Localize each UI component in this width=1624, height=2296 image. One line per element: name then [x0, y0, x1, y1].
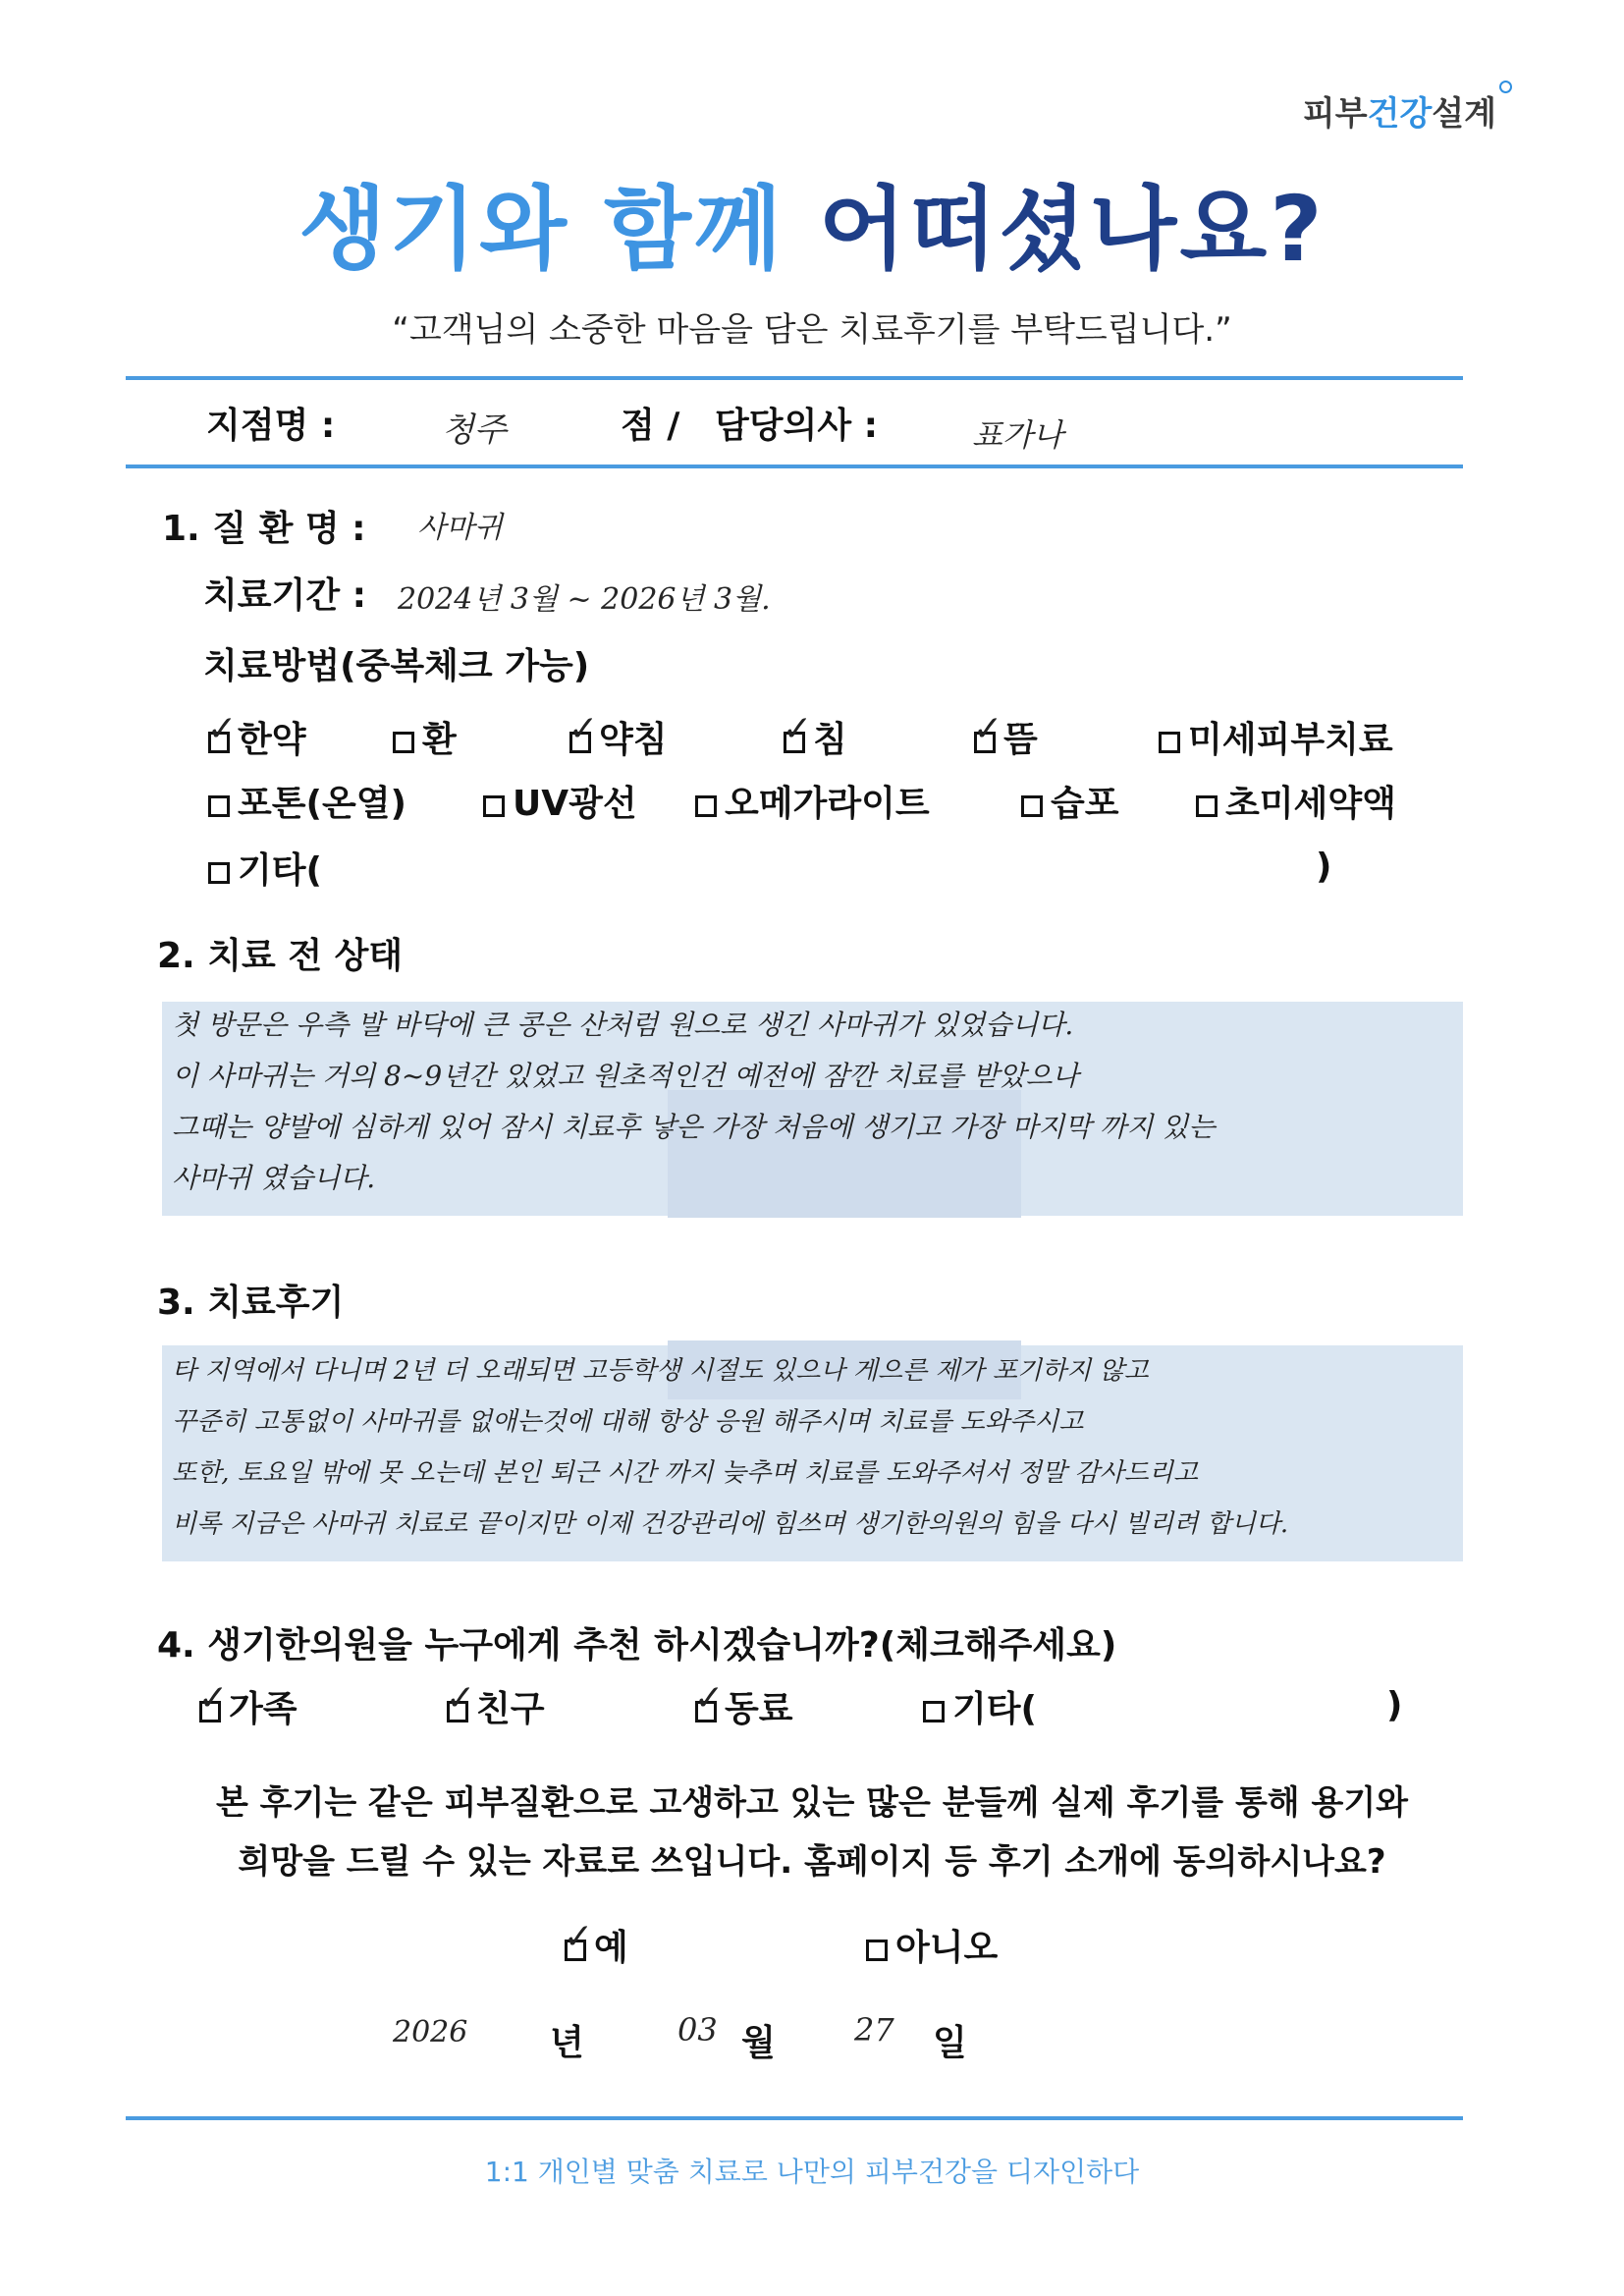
checkbox-icon[interactable]: [208, 795, 230, 817]
consent-line-2: 희망을 드릴 수 있는 자료로 쓰입니다. 홈페이지 등 후기 소개에 동의하시나요?: [238, 1842, 1386, 1882]
checkbox-icon[interactable]: [1021, 795, 1043, 817]
consent-line-1: 본 후기는 같은 피부질환으로 고생하고 있는 많은 분들께 실제 후기를 통해 용기와: [215, 1783, 1409, 1823]
method-label: 습포: [1051, 784, 1119, 824]
checkbox-checked-icon[interactable]: [199, 1701, 221, 1722]
recommend-other-close: ): [1386, 1685, 1403, 1725]
method-label: 약침: [599, 720, 668, 760]
brand-logo: [1303, 86, 1496, 135]
method-omegalight[interactable]: [695, 776, 930, 826]
doctor-value[interactable]: 표가나: [972, 416, 1063, 454]
method-hwan[interactable]: [393, 712, 457, 762]
date-month-label: 월: [741, 2023, 776, 2063]
footer-rule: [126, 2116, 1463, 2120]
methods-label: 치료방법(중복체크 가능): [203, 646, 590, 686]
date-day-value[interactable]: 27: [854, 2011, 894, 2049]
date-day-label: 일: [933, 2023, 967, 2063]
recommend-colleague[interactable]: [695, 1681, 793, 1731]
checkbox-icon[interactable]: [1196, 795, 1218, 817]
brand-part-2: 건강: [1367, 94, 1433, 134]
recommend-family[interactable]: [199, 1681, 298, 1731]
header-top-rule: [126, 376, 1463, 380]
method-uv[interactable]: [483, 776, 637, 826]
recommend-label: 동료: [725, 1689, 793, 1729]
brand-part-1: 피부: [1302, 94, 1368, 134]
recommend-label: 기타(: [952, 1689, 1038, 1729]
title-part-1: 생기와 함께: [298, 177, 819, 282]
method-label: 오메가라이트: [725, 784, 930, 824]
method-hanyak[interactable]: [208, 712, 306, 762]
answer-line: 첫 방문은 우측 발 바닥에 큰 콩은 산처럼 원으로 생긴 사마귀가 있었습니다.: [172, 1009, 1074, 1041]
checkbox-checked-icon[interactable]: [565, 1940, 586, 1961]
checkbox-icon[interactable]: [695, 795, 717, 817]
checkbox-checked-icon[interactable]: [569, 732, 591, 753]
section2-answer[interactable]: [172, 1000, 1215, 1204]
checkbox-checked-icon[interactable]: [784, 732, 805, 753]
method-microliquid[interactable]: [1196, 776, 1396, 826]
brand-dot-icon: [1499, 81, 1512, 93]
section3-answer[interactable]: [172, 1345, 1288, 1550]
checkbox-icon[interactable]: [1159, 732, 1180, 753]
section3-heading: 3. 치료후기: [157, 1283, 345, 1323]
consent-no-label: 아니오: [895, 1928, 999, 1968]
method-label: 침: [813, 720, 847, 760]
title-part-2: 어떠셨나요?: [818, 177, 1326, 282]
method-chim[interactable]: [784, 712, 847, 762]
doctor-label: 담당의사 :: [715, 406, 879, 446]
answer-line: 이 사마귀는 거의 8~9년간 있었고 원초적인건 예전에 잠깐 치료를 받았으나: [172, 1060, 1079, 1092]
checkbox-checked-icon[interactable]: [447, 1701, 468, 1722]
brand-part-3: 설계: [1432, 94, 1496, 134]
consent-yes[interactable]: [565, 1920, 628, 1970]
method-seuppo[interactable]: [1021, 776, 1119, 826]
method-label: 미세피부치료: [1188, 720, 1393, 760]
method-label: 환: [422, 720, 457, 760]
method-label: 초미세약액: [1225, 784, 1396, 824]
section2-heading: 2. 치료 전 상태: [157, 936, 404, 976]
branch-label: 지점명 :: [206, 406, 336, 446]
date-month-value[interactable]: 03: [677, 2011, 718, 2049]
checkbox-icon[interactable]: [393, 732, 414, 753]
method-photon[interactable]: [208, 776, 406, 826]
method-label: UV광선: [513, 784, 637, 824]
consent-no[interactable]: [866, 1920, 998, 1970]
footer-slogan: 1:1 개인별 맞춤 치료로 나만의 피부건강을 디자인하다: [484, 2156, 1140, 2188]
page-title: [0, 157, 1624, 287]
method-other[interactable]: [208, 843, 322, 893]
checkbox-checked-icon[interactable]: [695, 1701, 717, 1722]
recommend-other[interactable]: [923, 1681, 1037, 1731]
checkbox-checked-icon[interactable]: [208, 732, 230, 753]
recommend-friend[interactable]: [447, 1681, 545, 1731]
method-label: 한약: [238, 720, 306, 760]
date-year-value[interactable]: 2026: [393, 2015, 468, 2050]
checkbox-icon[interactable]: [866, 1940, 888, 1961]
header-bottom-rule: [126, 465, 1463, 468]
branch-suffix: 점 /: [621, 406, 680, 446]
date-year-label: 년: [550, 2023, 584, 2063]
section4-heading: 4. 생기한의원을 누구에게 추천 하시겠습니까?(체크해주세요): [157, 1625, 1117, 1666]
page-subtitle: “고객님의 소중한 마음을 담은 치료후기를 부탁드립니다.”: [392, 310, 1232, 350]
recommend-label: 가족: [229, 1689, 298, 1729]
checkbox-checked-icon[interactable]: [974, 732, 996, 753]
answer-line: 또한, 토요일 밖에 못 오는데 본인 퇴근 시간 까지 늦추며 치료를 도와주셔서 정말 감사드리고: [172, 1458, 1198, 1488]
answer-line: 꾸준히 고통없이 사마귀를 없애는것에 대해 항상 응원 해주시며 치료를 도와주시고: [172, 1407, 1084, 1437]
method-label: 기타(: [238, 850, 323, 891]
method-yakchim[interactable]: [569, 712, 668, 762]
answer-line: 사마귀 였습니다.: [172, 1162, 376, 1194]
period-value[interactable]: 2024년 3월 ~ 2026년 3월.: [398, 582, 771, 617]
consent-yes-label: 예: [594, 1928, 628, 1968]
checkbox-icon[interactable]: [208, 862, 230, 884]
answer-line: 그때는 양발에 심하게 있어 잠시 치료후 낳은 가장 처음에 생기고 가장 마지막 까지 있는: [172, 1111, 1216, 1143]
method-label: 포톤(온열): [238, 784, 407, 824]
recommend-label: 친구: [476, 1689, 545, 1729]
answer-line: 비록 지금은 사마귀 치료로 끝이지만 이제 건강관리에 힘쓰며 생기한의원의 힘을 다시 빌리려 합니다.: [172, 1509, 1289, 1539]
branch-value[interactable]: 청주: [442, 410, 507, 450]
method-label: 뜸: [1003, 720, 1038, 760]
answer-line: 타 지역에서 다니며 2년 더 오래되면 고등학생 시절도 있으나 게으른 제가 포기하지 않고: [172, 1356, 1149, 1386]
checkbox-icon[interactable]: [923, 1701, 945, 1722]
disease-label: 1. 질 환 명 :: [162, 509, 366, 549]
disease-value[interactable]: 사마귀: [417, 511, 503, 545]
period-label: 치료기간 :: [203, 575, 367, 616]
method-other-close: ): [1316, 847, 1332, 887]
method-tteum[interactable]: [974, 712, 1038, 762]
checkbox-icon[interactable]: [483, 795, 505, 817]
method-microskin[interactable]: [1159, 712, 1393, 762]
